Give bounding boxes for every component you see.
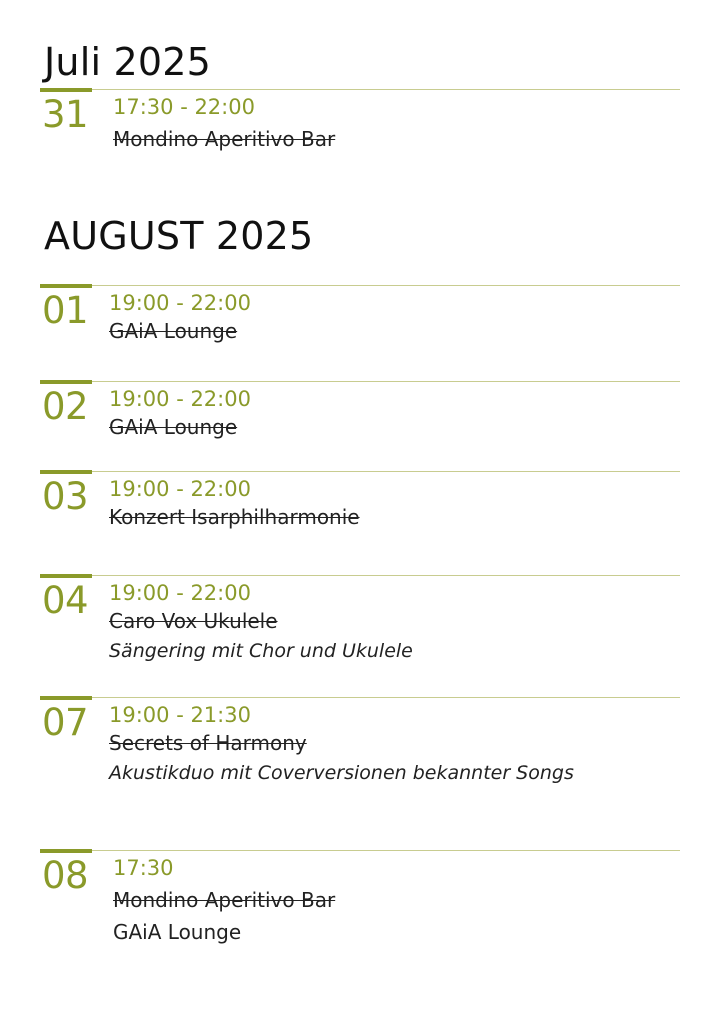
event-divider-accent [40,380,92,384]
event-title-secondary: GAiA Lounge [113,920,242,944]
event-divider-accent [40,88,92,92]
event-description: Sängering mit Chor und Ukulele [109,640,413,662]
event-divider [44,575,680,576]
event-description: Akustikduo mit Coverversionen bekannter Songs [109,762,574,784]
event-divider-accent [40,574,92,578]
event-time: 19:00 - 22:00 [109,581,251,605]
event-divider [44,285,680,286]
event-time: 19:00 - 22:00 [109,387,251,411]
event-day: 01 [42,289,89,332]
event-title: Mondino Aperitivo Bar [113,127,336,151]
event-day: 31 [42,93,89,136]
event-title: Secrets of Harmony [109,731,307,755]
event-divider [44,89,680,90]
month-heading-august: AUGUST 2025 [44,214,314,258]
event-time: 19:00 - 22:00 [109,291,251,315]
event-divider [44,850,680,851]
event-title: Mondino Aperitivo Bar [113,888,336,912]
event-divider [44,471,680,472]
event-title: Caro Vox Ukulele [109,609,278,633]
event-time: 17:30 [113,856,174,880]
month-heading-july: Juli 2025 [44,40,211,84]
event-divider [44,381,680,382]
event-day: 08 [42,854,89,897]
event-divider-accent [40,849,92,853]
event-day: 02 [42,385,89,428]
event-day: 04 [42,579,89,622]
event-day: 03 [42,475,89,518]
event-day: 07 [42,701,89,744]
event-divider-accent [40,284,92,288]
event-divider-accent [40,470,92,474]
event-time: 17:30 - 22:00 [113,95,255,119]
event-divider-accent [40,696,92,700]
event-time: 19:00 - 22:00 [109,477,251,501]
event-divider [44,697,680,698]
event-title: GAiA Lounge [109,415,238,439]
event-title: GAiA Lounge [109,319,238,343]
event-time: 19:00 - 21:30 [109,703,251,727]
event-title: Konzert Isarphilharmonie [109,505,360,529]
